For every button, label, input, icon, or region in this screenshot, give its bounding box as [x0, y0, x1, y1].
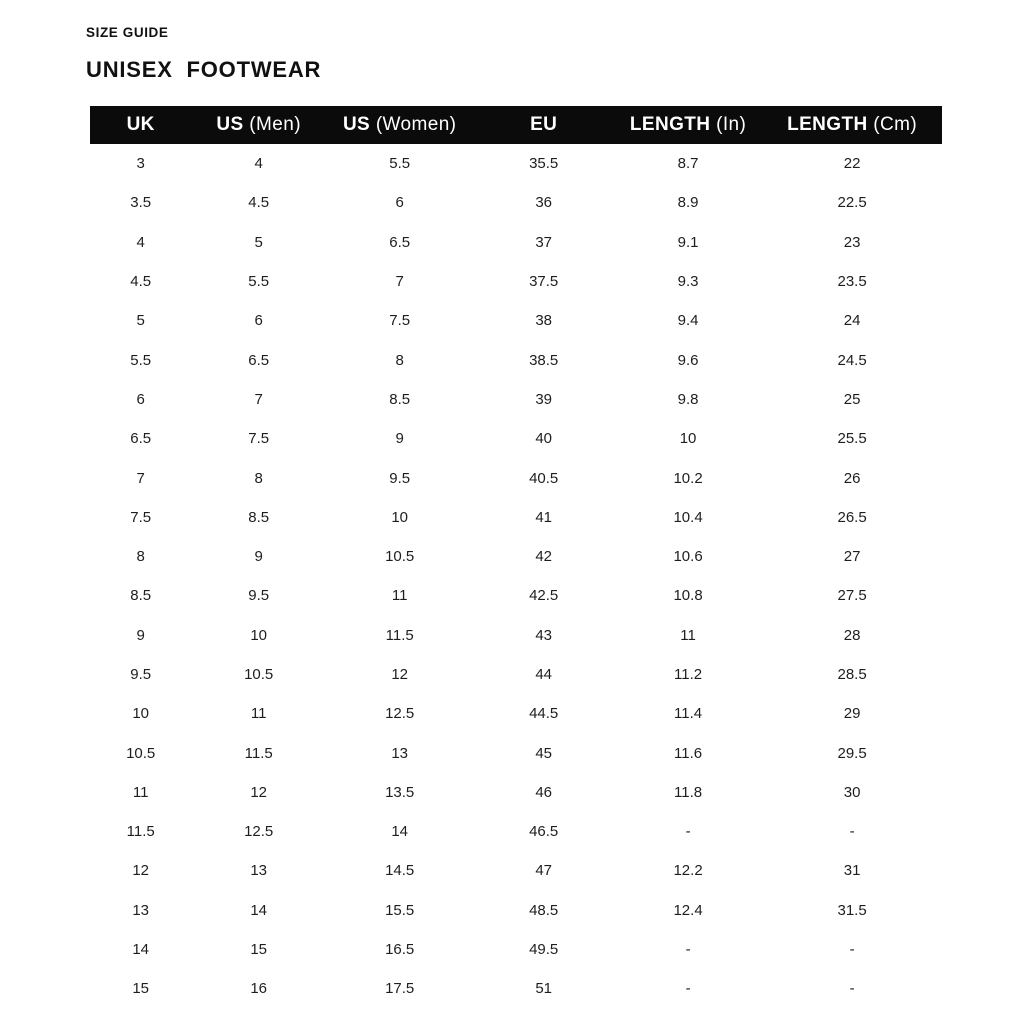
- table-cell: 46: [535, 783, 552, 801]
- table-cell: 28.5: [837, 666, 867, 683]
- table-cell: 35.5: [529, 155, 559, 173]
- table-cell: 8.7: [677, 155, 699, 173]
- table-cell: 9.5: [130, 666, 152, 683]
- table-cell: 13: [391, 744, 409, 762]
- table-row: [90, 773, 942, 812]
- table-cell: 28: [843, 626, 861, 644]
- table-cell: 14.5: [385, 862, 415, 880]
- table-cell: 9: [136, 626, 145, 644]
- table-cell: 10.2: [673, 469, 703, 487]
- table-cell: 31.5: [837, 901, 867, 919]
- table-cell: 6.5: [130, 430, 152, 448]
- table-row: [90, 891, 942, 930]
- table-cell: 5: [254, 233, 263, 251]
- table-cell: 8.5: [389, 390, 411, 408]
- table-cell: 24: [843, 312, 861, 330]
- table-cell: 5.5: [248, 273, 270, 291]
- table-cell: 9.3: [677, 273, 699, 291]
- table-cell: 8.9: [677, 194, 699, 212]
- table-cell: 7: [395, 273, 404, 291]
- table-cell: 24.5: [837, 351, 867, 369]
- table-cell: 13.5: [385, 783, 415, 801]
- table-row: [90, 419, 942, 458]
- size-table: [90, 106, 942, 1009]
- table-cell: 11: [250, 705, 267, 723]
- table-cell: 42.5: [529, 587, 559, 605]
- table-row: [90, 144, 942, 183]
- table-cell: 11.6: [674, 744, 703, 762]
- table-header-row: [90, 106, 942, 144]
- column-header-length-cm-suffix: (Cm): [867, 114, 918, 135]
- table-cell: 6: [136, 390, 145, 408]
- table-cell: 10.5: [126, 744, 156, 762]
- table-cell: 5: [136, 312, 145, 330]
- table-cell: 44.5: [529, 705, 559, 723]
- table-cell: 31: [843, 862, 861, 880]
- column-header-length-in: [614, 106, 762, 144]
- table-row: [90, 498, 942, 537]
- table-cell: 13: [132, 901, 150, 919]
- table-cell: 14: [132, 941, 150, 959]
- table-cell: -: [685, 823, 691, 841]
- table-cell: 49.5: [529, 941, 559, 959]
- table-cell: 23: [843, 233, 861, 251]
- column-header-length-cm: [762, 106, 942, 144]
- table-cell: 14: [391, 823, 409, 841]
- table-cell: 38.5: [529, 351, 559, 369]
- table-cell: 16: [250, 980, 268, 998]
- table-cell: 37: [535, 233, 552, 251]
- table-cell: 40.5: [529, 469, 559, 487]
- table-cell: 8: [395, 351, 404, 369]
- table-cell: 10.5: [385, 548, 415, 566]
- table-row: [90, 969, 942, 1008]
- column-header-eu-text: EU: [530, 114, 558, 135]
- table-row: [90, 183, 942, 222]
- table-cell: 43: [535, 626, 552, 644]
- table-cell: 23.5: [837, 273, 867, 291]
- table-cell: 12: [391, 666, 409, 683]
- table-cell: 26.5: [837, 508, 867, 526]
- table-cell: 27: [843, 548, 861, 566]
- table-cell: 9.6: [677, 351, 699, 369]
- table-cell: 10.6: [673, 548, 703, 566]
- column-header-uk-text: UK: [126, 114, 155, 135]
- table-cell: 9.8: [677, 390, 699, 408]
- column-header-length-cm-text: LENGTH: [787, 114, 868, 135]
- table-row: [90, 576, 942, 615]
- table-cell: 8.5: [248, 508, 270, 526]
- table-cell: 10: [679, 430, 697, 448]
- table-cell: 8: [254, 469, 263, 487]
- column-header-us-women: [326, 106, 473, 144]
- table-cell: 26: [843, 469, 861, 487]
- column-header-length-in-suffix: (In): [710, 114, 747, 135]
- table-cell: 11: [680, 626, 696, 644]
- table-cell: 10: [250, 626, 268, 644]
- table-cell: 7.5: [389, 312, 411, 330]
- column-header-length-in-text: LENGTH: [629, 114, 711, 135]
- table-cell: 10.4: [673, 508, 703, 526]
- table-cell: 6: [395, 194, 404, 212]
- table-cell: 9.5: [389, 469, 411, 487]
- table-cell: 25.5: [837, 430, 867, 448]
- table-row: [90, 340, 942, 379]
- table-cell: 15.5: [385, 901, 415, 919]
- table-cell: 10: [132, 705, 150, 723]
- table-cell: 36: [535, 194, 552, 212]
- table-cell: 8: [136, 548, 145, 566]
- table-cell: 37.5: [529, 273, 559, 291]
- table-cell: 22: [843, 155, 861, 173]
- table-cell: 47: [535, 862, 552, 880]
- column-header-us-men-text: US: [216, 114, 244, 135]
- table-cell: 9.5: [248, 587, 270, 605]
- table-row: [90, 223, 942, 262]
- table-cell: 5.5: [389, 155, 411, 173]
- table-body: [90, 144, 942, 1009]
- table-row: [90, 930, 942, 969]
- table-cell: 8.5: [130, 587, 152, 605]
- table-cell: 38: [535, 312, 552, 330]
- table-cell: 12.4: [673, 901, 703, 919]
- table-cell: 16.5: [385, 941, 415, 959]
- table-cell: 4: [136, 233, 145, 251]
- table-header: [90, 106, 942, 144]
- table-cell: -: [849, 980, 855, 998]
- size-guide-label: SIZE GUIDE: [86, 25, 169, 40]
- page-title: UNISEX FOOTWEAR: [86, 57, 322, 82]
- table-cell: -: [685, 980, 691, 998]
- table-cell: 11.8: [674, 783, 703, 801]
- table-cell: 11.4: [674, 705, 703, 723]
- table-cell: 10: [391, 508, 409, 526]
- table-cell: 9: [254, 548, 263, 566]
- table-cell: 5.5: [130, 351, 152, 369]
- table-row: [90, 380, 942, 419]
- table-cell: 11.2: [674, 666, 703, 683]
- table-cell: 29: [843, 705, 861, 723]
- column-header-eu: [473, 106, 614, 144]
- table-cell: 12.2: [673, 862, 703, 880]
- table-row: [90, 733, 942, 772]
- table-cell: 12.5: [385, 705, 415, 723]
- table-cell: 11.5: [126, 823, 155, 841]
- table-cell: 25: [843, 390, 861, 408]
- table-cell: 11.5: [385, 626, 414, 644]
- table-cell: 44: [535, 666, 552, 683]
- table-cell: 51: [535, 980, 552, 998]
- table-cell: 17.5: [385, 980, 415, 998]
- table-cell: 3.5: [130, 194, 152, 212]
- table-cell: -: [849, 941, 855, 959]
- table-cell: 30: [843, 783, 861, 801]
- table-cell: 11.5: [244, 744, 273, 762]
- table-row: [90, 301, 942, 340]
- table-cell: 15: [132, 980, 150, 998]
- table-cell: 6.5: [389, 233, 411, 251]
- table-cell: 6: [254, 312, 263, 330]
- table-cell: 42: [535, 548, 552, 566]
- table-row: [90, 655, 942, 694]
- table-cell: 9.1: [677, 233, 699, 251]
- table-cell: 41: [535, 508, 552, 526]
- table-cell: 29.5: [837, 744, 867, 762]
- table-cell: 7.5: [130, 508, 152, 526]
- table-cell: 10.5: [244, 666, 274, 683]
- table-cell: 10.8: [673, 587, 703, 605]
- column-header-us-men: [191, 106, 326, 144]
- table-cell: -: [685, 941, 691, 959]
- table-row: [90, 694, 942, 733]
- table-cell: 14: [250, 901, 268, 919]
- table-row: [90, 537, 942, 576]
- table-cell: 7.5: [248, 430, 270, 448]
- table-cell: 4: [254, 155, 263, 173]
- table-cell: 39: [535, 390, 552, 408]
- column-header-us-women-text: US: [342, 114, 371, 135]
- column-header-uk: [90, 106, 191, 144]
- table-row: [90, 812, 942, 851]
- table-cell: 48.5: [529, 901, 559, 919]
- table-cell: 9.4: [677, 312, 699, 330]
- table-cell: 7: [136, 469, 145, 487]
- table-cell: 7: [254, 390, 263, 408]
- table-cell: 45: [535, 744, 552, 762]
- table-cell: 13: [250, 862, 268, 880]
- table-cell: 15: [250, 941, 268, 959]
- table-cell: -: [849, 823, 855, 841]
- size-guide-page: [0, 25, 1024, 1009]
- table-cell: 12: [250, 783, 268, 801]
- table-row: [90, 262, 942, 301]
- table-row: [90, 458, 942, 497]
- table-cell: 6.5: [248, 351, 270, 369]
- column-header-us-men-suffix: (Men): [243, 114, 301, 135]
- column-header-us-women-suffix: (Women): [370, 114, 457, 135]
- table-cell: 22.5: [837, 194, 867, 212]
- table-cell: 4.5: [248, 194, 270, 212]
- table-row: [90, 851, 942, 890]
- table-cell: 9: [395, 430, 404, 448]
- table-cell: 11: [132, 783, 149, 801]
- table-row: [90, 616, 942, 655]
- table-cell: 11: [391, 587, 408, 605]
- table-cell: 40: [535, 430, 552, 448]
- table-cell: 27.5: [837, 587, 867, 605]
- table-cell: 4.5: [130, 273, 152, 291]
- table-cell: 12: [132, 862, 150, 880]
- table-cell: 3: [136, 155, 145, 173]
- table-cell: 12.5: [244, 823, 274, 841]
- table-cell: 46.5: [529, 823, 559, 841]
